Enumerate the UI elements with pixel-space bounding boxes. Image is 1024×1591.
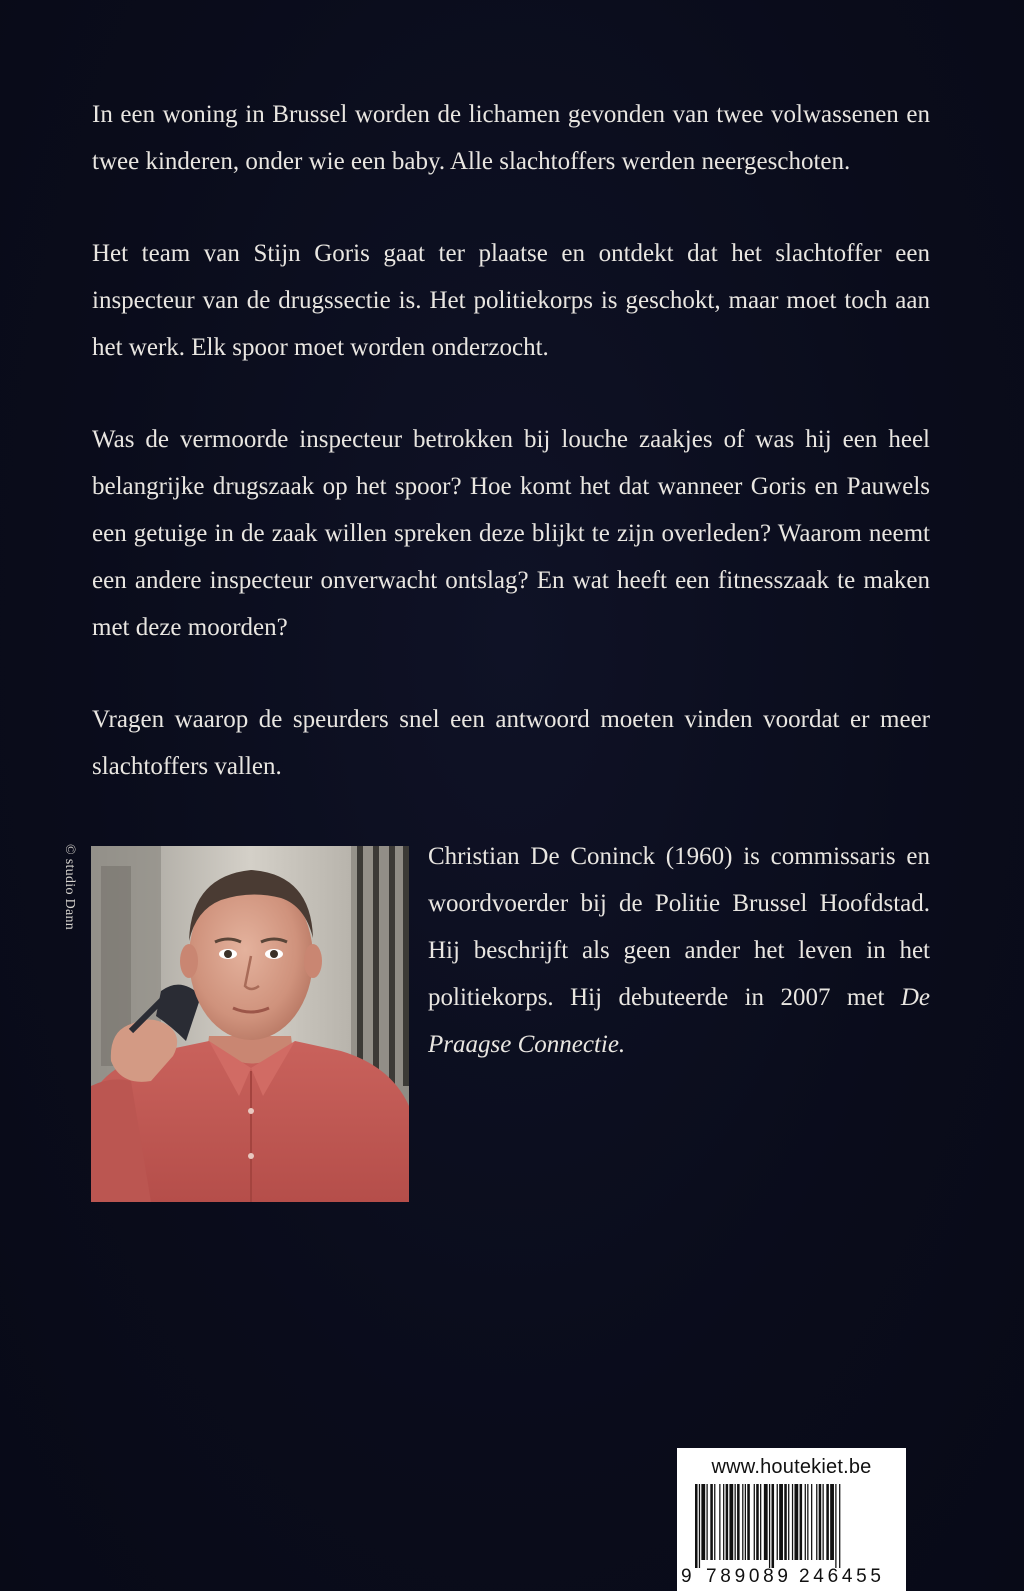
author-bio: [428, 833, 930, 1068]
barcode-bar: [756, 1484, 759, 1560]
debut-book-title: De Praagse Connectie.: [428, 984, 930, 1058]
barcode-bar: [839, 1484, 840, 1568]
barcode-bar: [723, 1484, 724, 1560]
barcode-bar: [737, 1484, 740, 1560]
barcode-bar: [714, 1484, 715, 1560]
barcode-bar: [701, 1484, 705, 1560]
barcode-bar: [772, 1484, 775, 1568]
barcode-bar: [695, 1484, 698, 1568]
blurb-paragraph-2: Het team van Stijn Goris gaat ter plaatse en ontdekt dat het slachtoffer een inspecteur van de drugssectie is. Het politiekorps is geschokt, maar moet toch aan het werk. Elk spoor moet worden onderzocht.: [92, 240, 930, 361]
isbn-barcode: [677, 1448, 906, 1591]
barcode-bar: [699, 1484, 700, 1568]
barcode-bar: [807, 1484, 808, 1560]
blurb-paragraph-3: Was de vermoorde inspecteur betrokken bij louche zaakjes of was hij een heel belangrijke drugszaak op het spoor? Hoe komt het dat wanneer Goris en Pauwels een getuige in de zaak willen spreken deze blijkt te zijn overleden? Waarom neemt een andere inspecteur onverwacht ontslag? En wat heeft een fitnesszaak te maken met deze moorden?: [92, 426, 930, 641]
author-photo: [91, 846, 409, 1202]
barcode-right-group: 246455: [799, 1566, 881, 1587]
blurb-paragraph-4: Vragen waarop de speurders snel een antwoord moeten vinden voordat er meer slachtoffers vallen.: [92, 706, 930, 780]
barcode-bar: [719, 1484, 720, 1560]
publisher-url: www.houtekiet.be: [711, 1456, 872, 1478]
barcode-bar: [726, 1484, 729, 1560]
barcode-bar: [764, 1484, 768, 1560]
barcode-bar: [800, 1484, 803, 1560]
barcode-bar: [830, 1484, 834, 1560]
barcode-bars: [695, 1484, 840, 1568]
barcode-bar: [779, 1484, 783, 1560]
barcode-left-group: 789089: [706, 1566, 788, 1587]
blurb-paragraph-1: In een woning in Brussel worden de lichamen gevonden van twee volwassenen en twee kinderen, onder wie een baby. Alle slachtoffers werden neergeschoten.: [92, 101, 930, 175]
author-bio-paragraph: [428, 833, 930, 1068]
author-bio-text: Christian De Coninck (1960) is commissaris en woordvoerder bij de Politie Brussel Hoofdstad. Hij beschrijft als geen ander het leven in het politiekorps. Hij debuteerde in 2007 met: [428, 843, 930, 1011]
barcode-bar: [823, 1484, 824, 1560]
barcode-bar: [710, 1484, 713, 1560]
barcode-bar: [788, 1484, 789, 1560]
barcode-bar: [819, 1484, 822, 1560]
blurb-text: [92, 91, 930, 835]
barcode-bar: [805, 1484, 806, 1560]
barcode-bar: [816, 1484, 817, 1560]
author-portrait-image: [91, 846, 409, 1202]
barcode-bar: [769, 1484, 770, 1568]
barcode-bar: [742, 1484, 743, 1560]
barcode-bar: [754, 1484, 755, 1560]
barcode-bar: [760, 1484, 761, 1560]
barcode-bar: [729, 1484, 733, 1560]
barcode-bar: [777, 1484, 778, 1560]
barcode-bar: [745, 1484, 746, 1560]
barcode-bar: [784, 1484, 787, 1560]
barcode-bar: [794, 1484, 798, 1560]
barcode-bar: [792, 1484, 793, 1560]
barcode-graphic: [677, 1448, 906, 1591]
barcode-bar: [811, 1484, 812, 1560]
barcode-lead-digit: 9: [681, 1566, 692, 1587]
barcode-bar: [826, 1484, 829, 1560]
barcode-bar: [835, 1484, 836, 1568]
photo-credit: © studio Dann: [62, 844, 77, 931]
barcode-bar: [706, 1484, 707, 1560]
barcode-bar: [735, 1484, 736, 1560]
barcode-bar: [747, 1484, 750, 1560]
